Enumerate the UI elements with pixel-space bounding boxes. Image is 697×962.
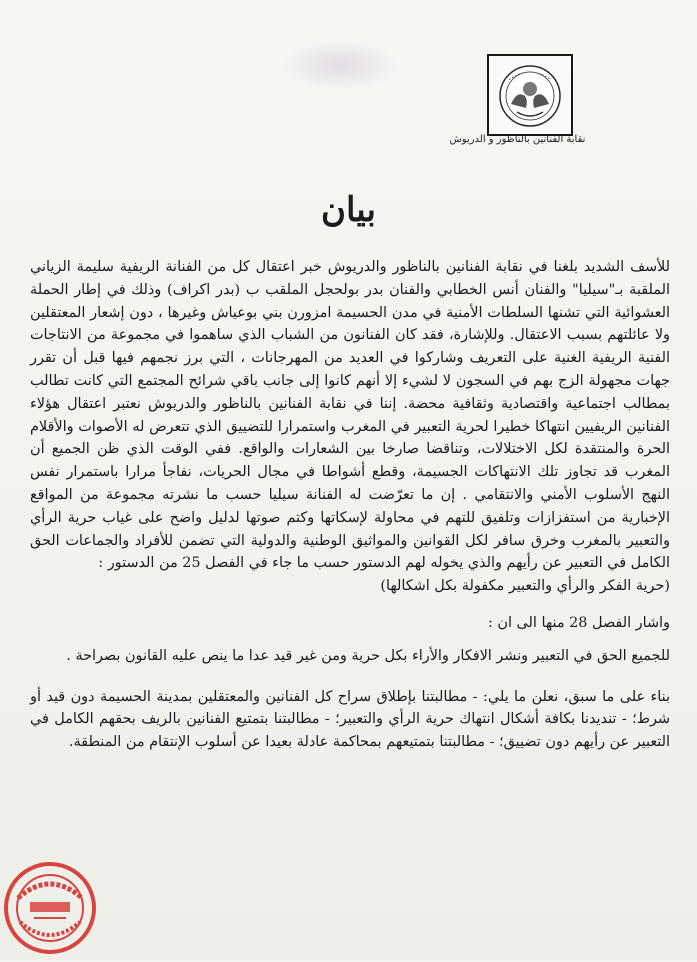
article-28-intro: واشار الفصل 28 منها الى ان : <box>487 614 670 631</box>
quote-article-25: (حرية الفكر والرأي والتعبير مكفولة بكل اشكالها) <box>380 578 670 595</box>
org-name: نقابة الفنانين بالناظور و الدريوش <box>449 134 586 145</box>
ink-smudge <box>280 40 400 90</box>
document-title: بيان <box>320 190 377 230</box>
document-body <box>30 256 670 754</box>
header-logo <box>478 54 582 142</box>
official-red-stamp-icon <box>0 858 100 958</box>
paragraph-main: للأسف الشديد بلغنا في نقابة الفنانين بالناظور والدريوش خبر اعتقال كل من الفنانة الريفية سليمة الزياني الملقبة بـ"سيليا" والفنان أنس الخطابي والفنان بدر بولحجل الملقب ب (بدر اكراف) وذلك في إطار الحملة العشوائية التي تشنها السلطات الأمنية في مدن الحسيمة امزورن بني بوعياش وغيرها ، دون إشعار المعتقلين ولا عائلتهم بسبب الاعتقال. وللإشارة، فقد كان الفنانون من الشباب الذي ساهموا في مجموعة من الانتاجات الفنية الريفية الغنية على التعريف وشاركوا في العديد من المهرجانات ، التي برز نجمهم فيها قبل أن تقرر جهات مجهولة الزج بهم في السجون لا لشيء إلا أنهم كانوا إلى جانب باقي شرائح المجتمع التي كانت تطالب بمطالب اجتماعية واقتصادية وثقافية محضة. إننا في نقابة الفنانين بالناظور والدريوش نعتبر اعتقال هؤلاء الفنانين الريفيين انتهاكا خطيرا لحرية التعبير في المغرب واستمرارا للتضييق الذي تتعرض له الأصوات والأقلام الحرة والمنتقدة لكل الاختلالات، وتناقضا صارخا بين الشعارات والواقع. ففي الوقت الذي ظن الجميع أن المغرب قد تجاوز تلك الانتهاكات الجسيمة، وقطع أشواطا في مجال الحريات، نفاجأ مرارا باستمرار نفس النهج الأسلوب الأمني والانتقامي . إن ما تعرّضت له الفنانة سيليا حسب ما نشرته مجموعة من المواقع الإخبارية من استفزازات وتلفيق للتهم في محاولة لإسكاتها وكتم صوتها لدليل واضح على غياب حرية الرأي والتعبير بالمغرب وخرق سافر لكل القوانين والمواثيق الوطنية والدولية التي تضمن للأفراد والجماعات الحق الكامل في التعبير عن رأيهم والذي يخوله لهم الدستور حسب ما جاء في الفصل 25 من الدستور : <box>30 259 670 572</box>
article-28-text: للجميع الحق في التعبير ونشر الافكار والأراء بكل حرية ومن غير قيد عدا ما ينص عليه القانون بصراحة . <box>66 647 670 664</box>
demands-paragraph: بناء على ما سبق، نعلن ما يلي: - مطالبتنا بإطلاق سراح كل الفنانين والمعتقلين بمدينة الحسيمة دون قيد أو شرط؛ - تنديدنا بكافة أشكال انتهاك حرية الرأي والتعبير؛ - مطالبتنا بتمتيع الفنانين بالريف بحقهم الكامل في التعبير عن رأيهم دون تضييق؛ - مطالبتنا بتمتيعهم بمحاكمة عادلة بعيدا عن أسلوب الإنتقام من المنطقة. <box>30 688 670 751</box>
syndicate-logo-hands-icon <box>487 54 573 136</box>
